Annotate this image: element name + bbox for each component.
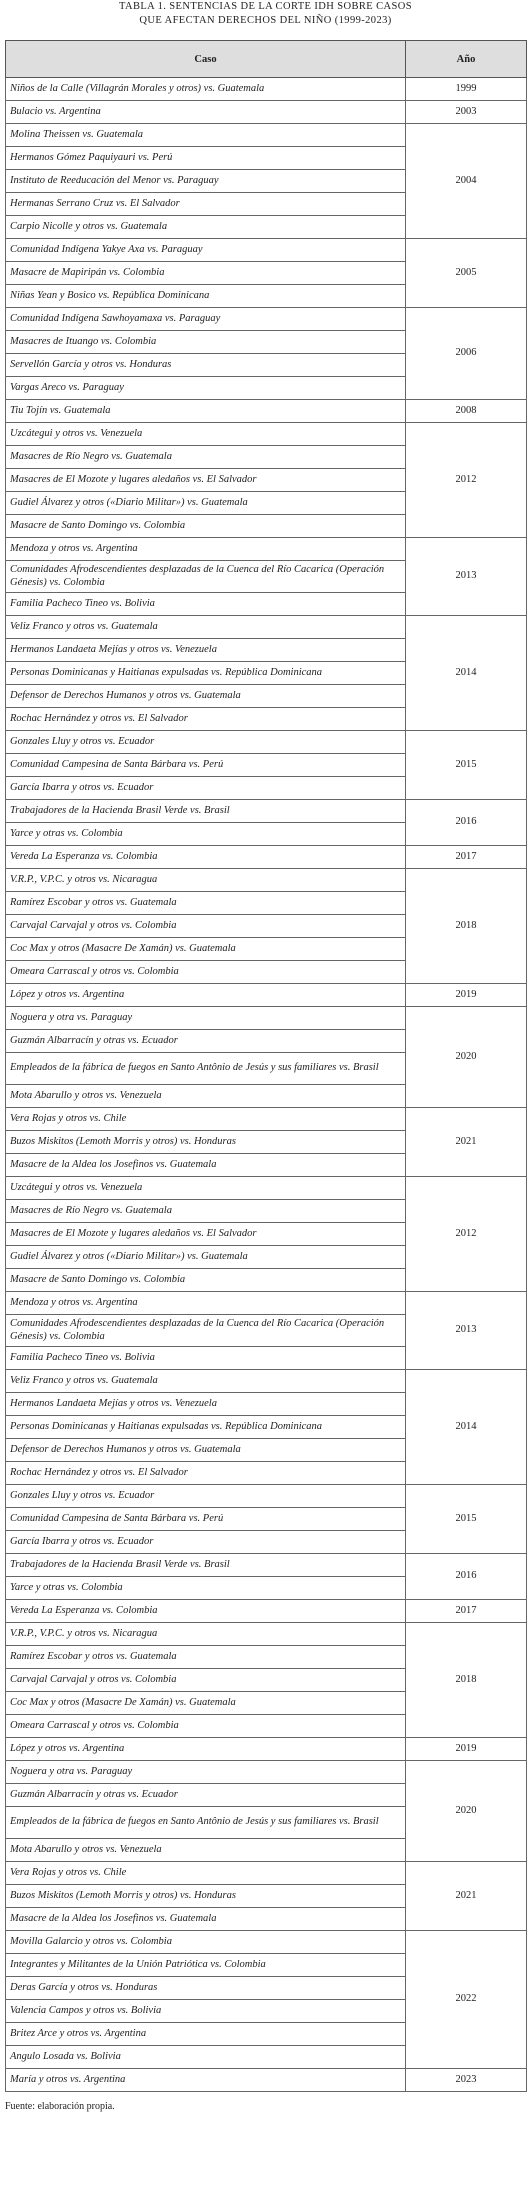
case-cell: Hermanos Landaeta Mejías y otros vs. Venezuela [6, 1393, 406, 1416]
header-row [6, 41, 527, 78]
table-row [6, 1292, 527, 1315]
case-cell: Mendoza y otros vs. Argentina [6, 1292, 406, 1315]
table-row [6, 538, 527, 561]
case-cell: Guzmán Albarracín y otras vs. Ecuador [6, 1784, 406, 1807]
case-cell: Deras García y otros vs. Honduras [6, 1977, 406, 2000]
table-row [6, 78, 527, 101]
case-cell: Vereda La Esperanza vs. Colombia [6, 1600, 406, 1623]
case-cell: Mendoza y otros vs. Argentina [6, 538, 406, 561]
table-row [6, 400, 527, 423]
table-row [6, 124, 527, 147]
case-cell: Masacres de Ituango vs. Colombia [6, 331, 406, 354]
year-cell: 2018 [406, 869, 527, 984]
table-row [6, 1177, 527, 1200]
table-row [6, 731, 527, 754]
case-cell: Masacres de El Mozote y lugares aledaños vs. El Salvador [6, 469, 406, 492]
case-cell: Trabajadores de la Hacienda Brasil Verde vs. Brasil [6, 1554, 406, 1577]
case-cell: Britez Arce y otros vs. Argentina [6, 2023, 406, 2046]
year-cell: 2013 [406, 1292, 527, 1370]
table-row [6, 1485, 527, 1508]
case-cell: Valencia Campos y otros vs. Bolivia [6, 2000, 406, 2023]
year-cell: 2013 [406, 538, 527, 616]
table-row [6, 1007, 527, 1030]
case-cell: Masacre de Santo Domingo vs. Colombia [6, 1269, 406, 1292]
case-cell: Carvajal Carvajal y otros vs. Colombia [6, 1669, 406, 1692]
case-cell: Angulo Losada vs. Bolivia [6, 2046, 406, 2069]
case-cell: Veliz Franco y otros vs. Guatemala [6, 616, 406, 639]
header-anio: Año [406, 41, 527, 78]
table-row [6, 616, 527, 639]
year-cell: 1999 [406, 78, 527, 101]
table-row [6, 1862, 527, 1885]
table-row [6, 1623, 527, 1646]
year-cell: 2003 [406, 101, 527, 124]
table-row [6, 1600, 527, 1623]
case-cell: López y otros vs. Argentina [6, 1738, 406, 1761]
year-cell: 2021 [406, 1862, 527, 1931]
case-cell: Ramírez Escobar y otros vs. Guatemala [6, 892, 406, 915]
case-cell: Ramírez Escobar y otros vs. Guatemala [6, 1646, 406, 1669]
case-cell: Comunidades Afrodescendientes desplazadas de la Cuenca del Río Cacarica (Operación Génesis) vs. Colombia [6, 1315, 406, 1347]
year-cell: 2020 [406, 1007, 527, 1108]
table-row [6, 1554, 527, 1577]
year-cell: 2014 [406, 616, 527, 731]
year-cell: 2016 [406, 1554, 527, 1600]
cases-table [5, 40, 527, 2092]
case-cell: Rochac Hernández y otros vs. El Salvador [6, 1462, 406, 1485]
case-cell: Noguera y otra vs. Paraguay [6, 1007, 406, 1030]
case-cell: Noguera y otra vs. Paraguay [6, 1761, 406, 1784]
year-cell: 2019 [406, 984, 527, 1007]
case-cell: Gonzales Lluy y otros vs. Ecuador [6, 1485, 406, 1508]
case-cell: Defensor de Derechos Humanos y otros vs. Guatemala [6, 1439, 406, 1462]
table-title-line-2: QUE AFECTAN DERECHOS DEL NIÑO (1999-2023) [139, 15, 392, 26]
case-cell: Movilla Galarcio y otros vs. Colombia [6, 1931, 406, 1954]
table-title [0, 0, 531, 28]
year-cell: 2005 [406, 239, 527, 308]
case-cell: Comunidades Afrodescendientes desplazadas de la Cuenca del Río Cacarica (Operación Génesis) vs. Colombia [6, 561, 406, 593]
case-cell: Yarce y otras vs. Colombia [6, 823, 406, 846]
case-cell: Yarce y otras vs. Colombia [6, 1577, 406, 1600]
table-row [6, 846, 527, 869]
case-cell: Niños de la Calle (Villagrán Morales y otros) vs. Guatemala [6, 78, 406, 101]
case-cell: Masacre de Santo Domingo vs. Colombia [6, 515, 406, 538]
table-row [6, 101, 527, 124]
case-cell: Niñas Yean y Bosico vs. República Dominicana [6, 285, 406, 308]
year-cell: 2017 [406, 846, 527, 869]
case-cell: Comunidad Campesina de Santa Bárbara vs. Perú [6, 754, 406, 777]
case-cell: Masacres de Río Negro vs. Guatemala [6, 1200, 406, 1223]
case-cell: Empleados de la fábrica de fuegos en Santo Antônio de Jesús y sus familiares vs. Brasil [6, 1053, 406, 1085]
case-cell: Molina Theissen vs. Guatemala [6, 124, 406, 147]
table-row [6, 1108, 527, 1131]
case-cell: Uzcátegui y otros vs. Venezuela [6, 1177, 406, 1200]
year-cell: 2021 [406, 1108, 527, 1177]
year-cell: 2006 [406, 308, 527, 400]
case-cell: Gudiel Álvarez y otros («Diario Militar») vs. Guatemala [6, 492, 406, 515]
case-cell: Trabajadores de la Hacienda Brasil Verde vs. Brasil [6, 800, 406, 823]
case-cell: Buzos Miskitos (Lemoth Morris y otros) vs. Honduras [6, 1131, 406, 1154]
case-cell: Carpio Nicolle y otros vs. Guatemala [6, 216, 406, 239]
year-cell: 2022 [406, 1931, 527, 2069]
case-cell: Gudiel Álvarez y otros («Diario Militar») vs. Guatemala [6, 1246, 406, 1269]
case-cell: Tiu Tojín vs. Guatemala [6, 400, 406, 423]
case-cell: Familia Pacheco Tineo vs. Bolivia [6, 593, 406, 616]
case-cell: Mota Abarullo y otros vs. Venezuela [6, 1839, 406, 1862]
year-cell: 2020 [406, 1761, 527, 1862]
case-cell: Hermanos Landaeta Mejías y otros vs. Venezuela [6, 639, 406, 662]
table-row [6, 1738, 527, 1761]
case-cell: Uzcátegui y otros vs. Venezuela [6, 423, 406, 446]
case-cell: V.R.P., V.P.C. y otros vs. Nicaragua [6, 869, 406, 892]
case-cell: Coc Max y otros (Masacre De Xamán) vs. Guatemala [6, 938, 406, 961]
case-cell: Masacre de la Aldea los Josefinos vs. Guatemala [6, 1908, 406, 1931]
case-cell: Bulacio vs. Argentina [6, 101, 406, 124]
case-cell: Rochac Hernández y otros vs. El Salvador [6, 708, 406, 731]
table-row [6, 869, 527, 892]
cases-body [6, 78, 527, 2092]
case-cell: Vargas Areco vs. Paraguay [6, 377, 406, 400]
year-cell: 2023 [406, 2069, 527, 2092]
table-row [6, 1931, 527, 1954]
case-cell: Comunidad Indígena Sawhoyamaxa vs. Paraguay [6, 308, 406, 331]
case-cell: Integrantes y Militantes de la Unión Patriótica vs. Colombia [6, 1954, 406, 1977]
case-cell: Masacre de la Aldea los Josefinos vs. Guatemala [6, 1154, 406, 1177]
case-cell: García Ibarra y otros vs. Ecuador [6, 777, 406, 800]
case-cell: Vera Rojas y otros vs. Chile [6, 1862, 406, 1885]
table-row [6, 984, 527, 1007]
table-row [6, 1761, 527, 1784]
year-cell: 2015 [406, 731, 527, 800]
case-cell: Coc Max y otros (Masacre De Xamán) vs. Guatemala [6, 1692, 406, 1715]
case-cell: Guzmán Albarracín y otras vs. Ecuador [6, 1030, 406, 1053]
case-cell: Carvajal Carvajal y otros vs. Colombia [6, 915, 406, 938]
case-cell: Veliz Franco y otros vs. Guatemala [6, 1370, 406, 1393]
table-row [6, 239, 527, 262]
case-cell: Masacres de El Mozote y lugares aledaños vs. El Salvador [6, 1223, 406, 1246]
source-note: Fuente: elaboración propia. [5, 2101, 115, 2112]
case-cell: María y otros vs. Argentina [6, 2069, 406, 2092]
case-cell: Comunidad Campesina de Santa Bárbara vs. Perú [6, 1508, 406, 1531]
case-cell: Masacre de Mapiripán vs. Colombia [6, 262, 406, 285]
case-cell: Vera Rojas y otros vs. Chile [6, 1108, 406, 1131]
case-cell: Buzos Miskitos (Lemoth Morris y otros) vs. Honduras [6, 1885, 406, 1908]
case-cell: Vereda La Esperanza vs. Colombia [6, 846, 406, 869]
case-cell: Masacres de Río Negro vs. Guatemala [6, 446, 406, 469]
table-title-line-1: TABLA 1. SENTENCIAS DE LA CORTE IDH SOBRE CASOS [119, 1, 412, 12]
case-cell: Omeara Carrascal y otros vs. Colombia [6, 961, 406, 984]
year-cell: 2015 [406, 1485, 527, 1554]
case-cell: Familia Pacheco Tineo vs. Bolivia [6, 1347, 406, 1370]
table-row [6, 308, 527, 331]
case-cell: Empleados de la fábrica de fuegos en Santo Antônio de Jesús y sus familiares vs. Brasil [6, 1807, 406, 1839]
year-cell: 2018 [406, 1623, 527, 1738]
table-row [6, 1370, 527, 1393]
year-cell: 2019 [406, 1738, 527, 1761]
case-cell: Gonzales Lluy y otros vs. Ecuador [6, 731, 406, 754]
case-cell: García Ibarra y otros vs. Ecuador [6, 1531, 406, 1554]
year-cell: 2014 [406, 1370, 527, 1485]
table-row [6, 2069, 527, 2092]
case-cell: Omeara Carrascal y otros vs. Colombia [6, 1715, 406, 1738]
table-row [6, 800, 527, 823]
case-cell: Personas Dominicanas y Haitianas expulsadas vs. República Dominicana [6, 662, 406, 685]
case-cell: Mota Abarullo y otros vs. Venezuela [6, 1085, 406, 1108]
case-cell: Hermanos Gómez Paquiyauri vs. Perú [6, 147, 406, 170]
case-cell: Servellón García y otros vs. Honduras [6, 354, 406, 377]
case-cell: Personas Dominicanas y Haitianas expulsadas vs. República Dominicana [6, 1416, 406, 1439]
year-cell: 2016 [406, 800, 527, 846]
table-row [6, 423, 527, 446]
case-cell: V.R.P., V.P.C. y otros vs. Nicaragua [6, 1623, 406, 1646]
case-cell: Hermanas Serrano Cruz vs. El Salvador [6, 193, 406, 216]
case-cell: Defensor de Derechos Humanos y otros vs. Guatemala [6, 685, 406, 708]
header-caso: Caso [6, 41, 406, 78]
year-cell: 2004 [406, 124, 527, 239]
year-cell: 2012 [406, 1177, 527, 1292]
case-cell: Instituto de Reeducación del Menor vs. Paraguay [6, 170, 406, 193]
case-cell: Comunidad Indígena Yakye Axa vs. Paraguay [6, 239, 406, 262]
year-cell: 2017 [406, 1600, 527, 1623]
case-cell: López y otros vs. Argentina [6, 984, 406, 1007]
year-cell: 2008 [406, 400, 527, 423]
year-cell: 2012 [406, 423, 527, 538]
